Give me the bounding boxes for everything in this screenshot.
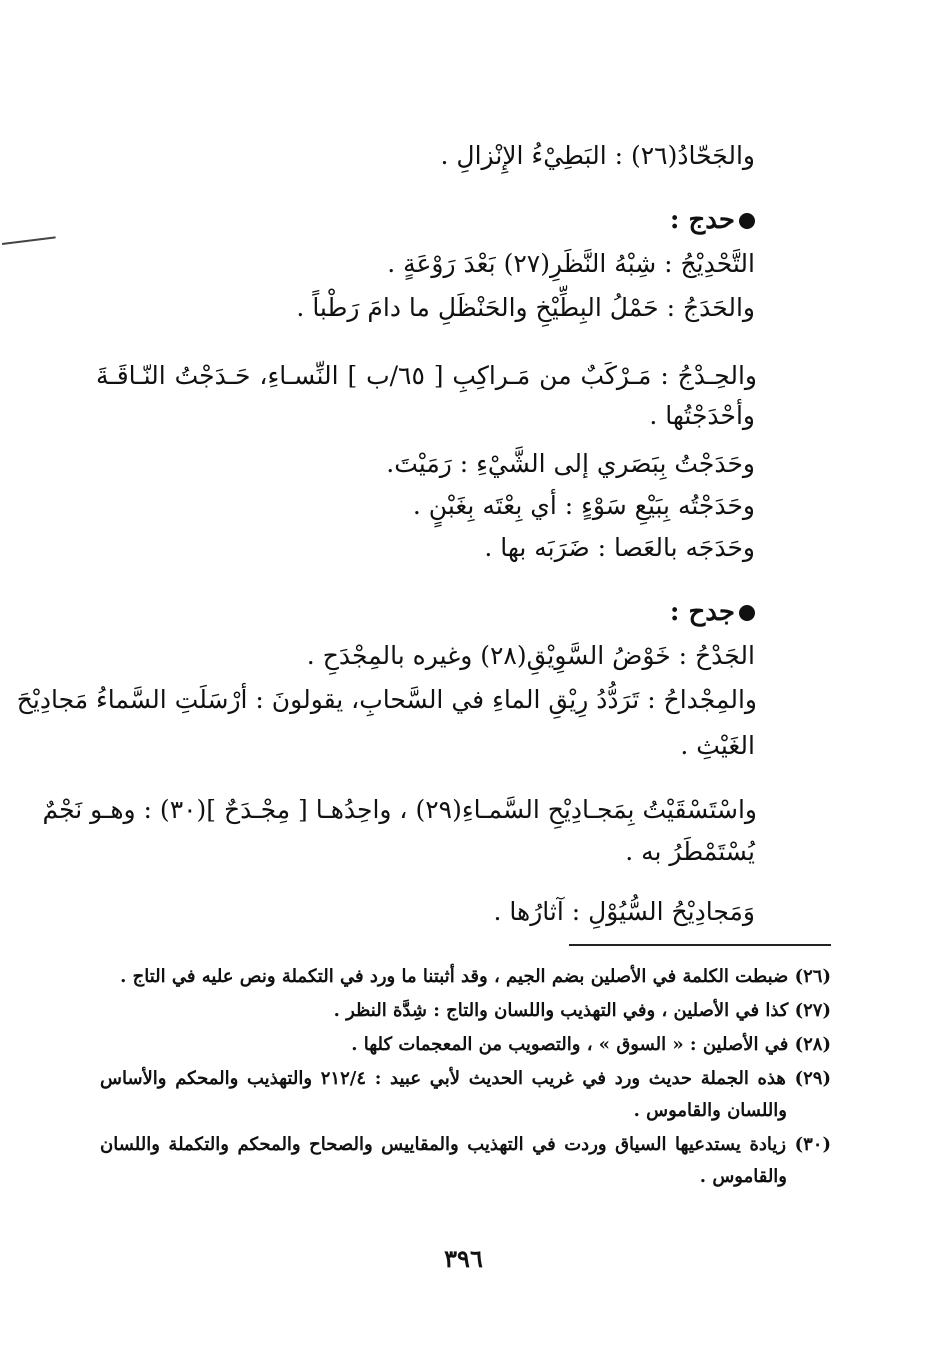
entry-jahhad: والجَحّادُ(٢٦) : البَطِيْءُ الإِنْزالِ .	[440, 141, 755, 170]
entry-hadajtuhu-bay: وحَدَجْتُه بِبَيْعِ سَوْءٍ : أي بِعْتَه بِغَبْنٍ .	[412, 491, 755, 520]
entry-jadh: الجَدْحُ : خَوْضُ السَّوِيْقِ(٢٨) وغيره بالمِجْدَحِ .	[306, 641, 755, 670]
entry-hadajtu-basari: وحَدَجْتُ بِبَصَري إلى الشَّيْءِ : رَمَيْتَ.	[386, 449, 755, 478]
section-heading-jdh-label: جدح :	[669, 597, 735, 627]
bullet-icon	[739, 605, 755, 621]
entry-majadih-suyul: وَمَجادِيْحُ السُّيُوْلِ : آثارُها .	[493, 897, 755, 926]
footnote-28: (٢٨) في الأصلين : « السوق » ، والتصويب من المعجمات كلها .	[351, 1034, 831, 1055]
footnote-29-line2: واللسان والقاموس .	[633, 1100, 787, 1121]
section-heading-jdh	[670, 592, 755, 632]
entry-istasqayt-line2: يُسْتَمْطَرُ به .	[625, 837, 755, 866]
entry-hadajahu-asa: وحَدَجَه بالعَصا : ضَرَبَه بها .	[484, 533, 755, 562]
section-heading-hdj-label: حدج :	[669, 205, 735, 235]
footnote-30-line2: والقاموس .	[699, 1166, 787, 1187]
footnote-27: (٢٧) كذا في الأصلين ، وفي التهذيب واللسان والتاج : شِدَّة النظر .	[333, 1000, 831, 1021]
footnote-30-line1: (٣٠) زيادة يستدعيها السياق وردت في التهذيب والمقاييس والصحاح والمحكم والتكملة واللسان	[100, 1134, 831, 1155]
entry-hidj-line1: والحِـدْجُ : مَـرْكَبٌ من مَـراكِبِ [ ٦٥/ب ] النِّسـاءِ، حَـدَجْتُ النّـاقَـةَ	[96, 361, 757, 390]
footnote-29-line1: (٢٩) هذه الجملة حديث ورد في غريب الحديث لأبي عبيد : ٢١٢/٤ والتهذيب والمحكم والأساس	[100, 1068, 832, 1089]
entry-hadaj: والحَدَجُ : حَمْلُ البِطِّيْخِ والحَنْظَلِ ما دامَ رَطْباً .	[296, 293, 755, 322]
entry-istasqayt-line1: واسْتَسْقَيْتُ بِمَجـادِيْحِ السَّمـاءِ(٢٩) ، واحِدُهـا [ مِجْـدَحٌ ](٣٠) : وهـو نَجْمٌ	[42, 795, 757, 824]
section-heading-hdj	[670, 200, 755, 240]
page-number: ٣٩٦	[444, 1244, 483, 1273]
entry-mijdah-line1: والمِجْداحُ : تَرَدُّدُ رِيْقِ الماءِ في السَّحابِ، يقولونَ : أرْسَلَتِ السَّماءُ مَجادِيْحَ	[16, 685, 757, 714]
footnote-separator	[569, 944, 831, 946]
scan-artifact-line	[2, 236, 56, 245]
footnote-26: (٢٦) ضبطت الكلمة في الأصلين بضم الجيم ، وقد أثبتنا ما ورد في التكملة ونص عليه في التاج .	[120, 966, 831, 987]
bullet-icon	[739, 213, 755, 229]
entry-mijdah-line2: الغَيْثِ .	[680, 731, 755, 760]
entry-hidj-line2: وأحْدَجْتُها .	[649, 401, 755, 430]
entry-tahdij: التَّحْدِيْجُ : شِبْهُ النَّظَرِ(٢٧) بَعْدَ رَوْعَةٍ .	[387, 249, 755, 278]
